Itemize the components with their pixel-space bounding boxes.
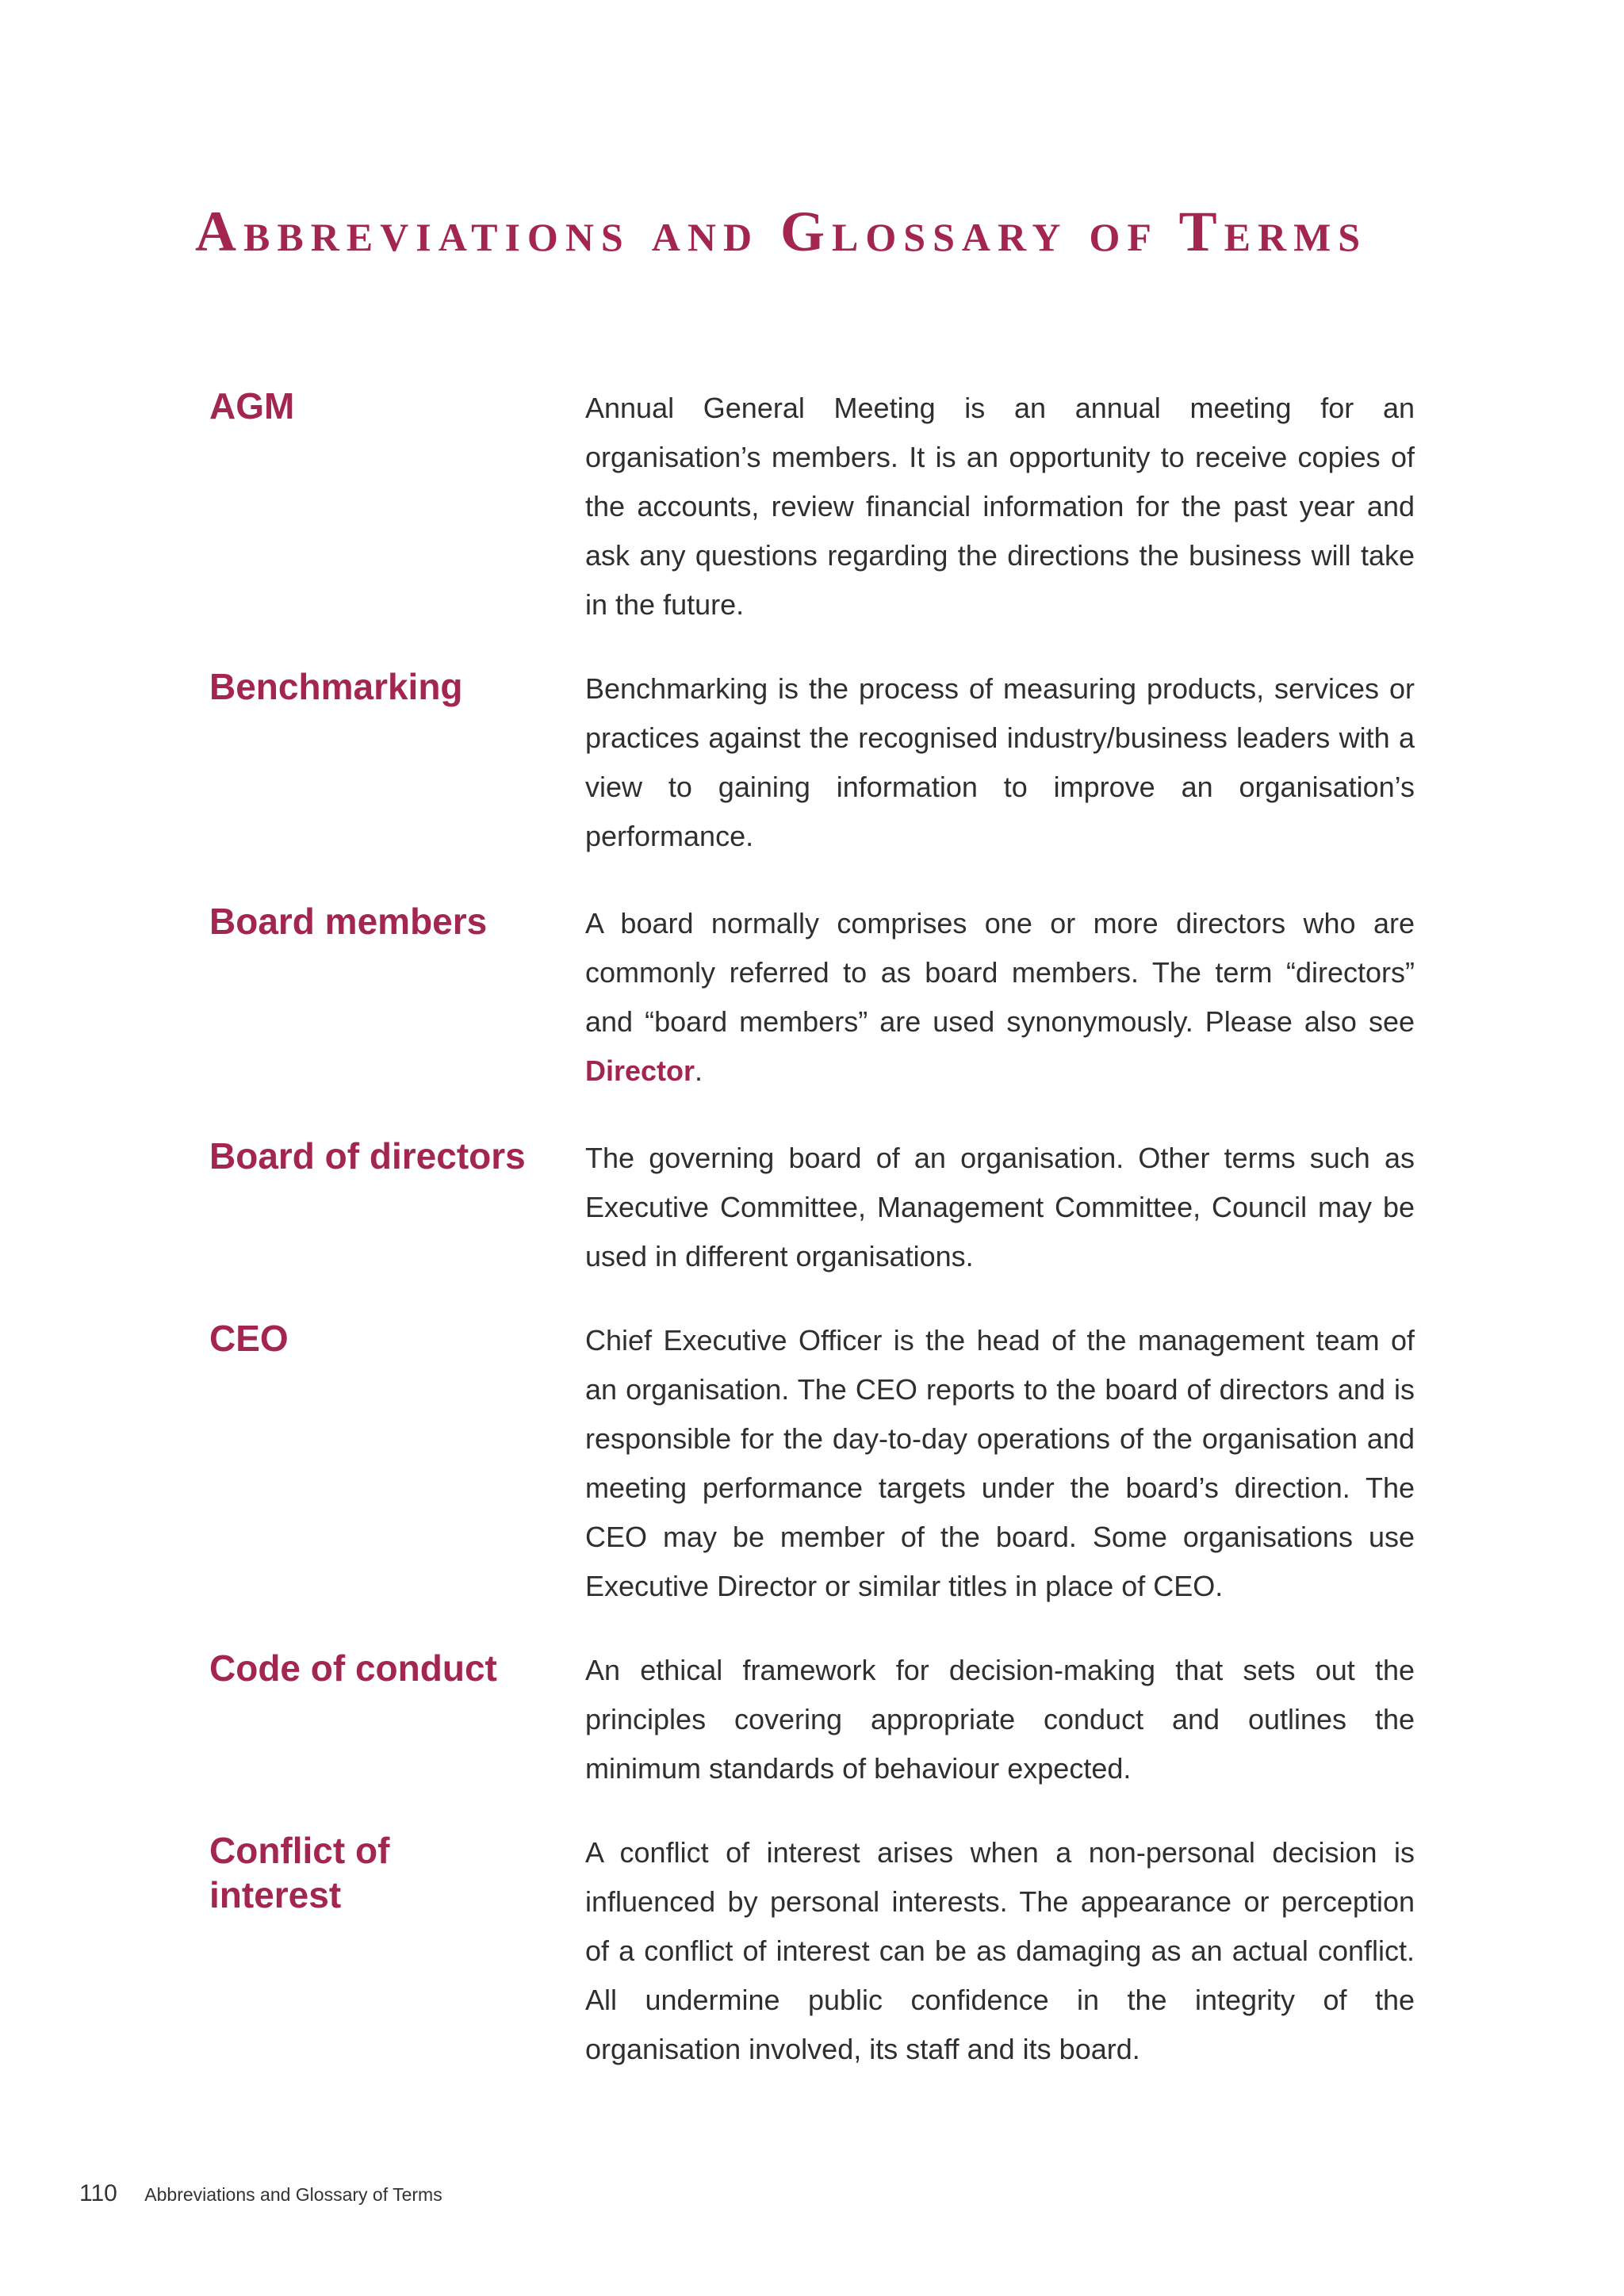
glossary-definition	[585, 899, 1415, 1096]
glossary-term: Code of conduct	[209, 1647, 497, 1689]
glossary-term: AGM	[209, 385, 295, 427]
cross-reference-suffix: .	[695, 1054, 703, 1087]
glossary-definition	[585, 1646, 1415, 1793]
page-footer	[79, 2180, 442, 2207]
glossary-definition-text: Annual General Meeting is an annual meeting for an organisation’s members. It is an opportunity to receive copies of the accounts, review financial information for the past year and ask any questions regarding the directions the business will take in the future.	[585, 392, 1415, 621]
glossary-term: Board members	[209, 901, 488, 942]
glossary-definition	[585, 384, 1415, 629]
running-title: Abbreviations and Glossary of Terms	[144, 2184, 442, 2205]
glossary-definition-text: A conflict of interest arises when a non-personal decision is influenced by personal interests. The appearance or perception of a conflict of interest can be as damaging as an actual conflict. All undermine public confidence in the integrity of the organisation involved, its staff and its board.	[585, 1836, 1415, 2065]
page-title: Abbreviations and Glossary of Terms	[195, 200, 1368, 263]
cross-reference-link[interactable]: Director	[585, 1054, 695, 1087]
glossary-definition-text: Benchmarking is the process of measuring products, services or practices against the recognised industry/business leaders with a view to gaining information to improve an organisation’s performance.	[585, 672, 1415, 852]
glossary-definition	[585, 1828, 1415, 2074]
glossary-definition	[585, 664, 1415, 861]
glossary-term: Conflict of interest	[209, 1830, 390, 1915]
glossary-definition-text: Chief Executive Officer is the head of the management team of an organisation. The CEO reports to the board of directors and is responsible for the day-to-day operations of the organisation and meeting performance targets under the board’s direction. The CEO may be member of the board. Some organisations use Executive Director or similar titles in place of CEO.	[585, 1324, 1415, 1602]
glossary-definition-text: The governing board of an organisation. Other terms such as Executive Committee, Management Committee, Council may be used in different organisations.	[585, 1142, 1415, 1272]
glossary-term: CEO	[209, 1318, 289, 1359]
page-number: 110	[79, 2180, 117, 2206]
glossary-definition-text: An ethical framework for decision-making that sets out the principles covering appropriate conduct and outlines the minimum standards of behaviour expected.	[585, 1654, 1415, 1785]
glossary-term: Benchmarking	[209, 666, 463, 707]
glossary-term: Board of directors	[209, 1135, 526, 1177]
glossary-definition	[585, 1134, 1415, 1281]
glossary-definition-text: A board normally comprises one or more directors who are commonly referred to as board members. The term “directors” and “board members” are used synonymously. Please also see	[585, 907, 1415, 1038]
glossary-definition	[585, 1316, 1415, 1611]
